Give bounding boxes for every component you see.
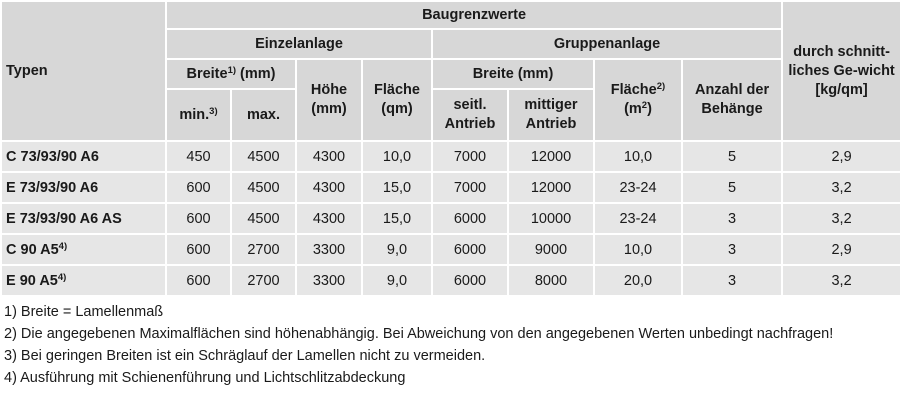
hoehe-cell: 4300 (296, 141, 362, 172)
mittig-cell: 10000 (508, 203, 594, 234)
flaeche-gruppe-cell: 10,0 (594, 234, 682, 265)
flaeche-cell: 9,0 (362, 265, 432, 296)
flaeche-cell: 10,0 (362, 141, 432, 172)
gewicht-cell: 3,2 (782, 265, 900, 296)
header-min: min.$^{3)}$ (166, 89, 231, 141)
table-row (1, 203, 900, 234)
max-cell: 4500 (231, 141, 296, 172)
footnotes (0, 297, 900, 389)
anzahl-cell: 5 (682, 172, 782, 203)
max-cell: 2700 (231, 265, 296, 296)
gewicht-cell: 3,2 (782, 203, 900, 234)
anzahl-cell: 5 (682, 141, 782, 172)
gewicht-cell: 3,2 (782, 172, 900, 203)
mittig-cell: 12000 (508, 172, 594, 203)
mittig-cell: 8000 (508, 265, 594, 296)
anzahl-cell: 3 (682, 234, 782, 265)
max-cell: 4500 (231, 172, 296, 203)
header-einzelanlage: Einzelanlage (166, 29, 432, 59)
min-cell: 600 (166, 265, 231, 296)
flaeche-gruppe-cell: 23-24 (594, 172, 682, 203)
gewicht-cell: 2,9 (782, 234, 900, 265)
flaeche-cell: 15,0 (362, 172, 432, 203)
header-breite-einzel: Breite$^{1)}$ (mm) (166, 59, 296, 89)
type-cell: E 90 A5$^{4)}$ (1, 265, 166, 296)
header-baugrenzwerte: Baugrenzwerte (166, 1, 782, 29)
hoehe-cell: 4300 (296, 203, 362, 234)
max-cell: 4500 (231, 203, 296, 234)
seitl-cell: 6000 (432, 265, 508, 296)
table-row (1, 265, 900, 296)
footnote-3: 3) Bei geringen Breiten ist ein Schräglauf der Lamellen nicht zu vermeiden. (4, 348, 486, 364)
footnote-4: 4) Ausführung mit Schienenführung und Lichtschlitzabdeckung (4, 370, 406, 386)
table-row (1, 234, 900, 265)
header-breite-gruppe: Breite (mm) (432, 59, 594, 89)
header-flaeche-einzel: Fläche (qm) (362, 59, 432, 141)
min-cell: 450 (166, 141, 231, 172)
type-cell: C 90 A5$^{4)}$ (1, 234, 166, 265)
max-cell: 2700 (231, 234, 296, 265)
seitl-cell: 6000 (432, 203, 508, 234)
hoehe-cell: 3300 (296, 265, 362, 296)
header-gruppenanlage: Gruppenanlage (432, 29, 782, 59)
hoehe-cell: 3300 (296, 234, 362, 265)
flaeche-cell: 9,0 (362, 234, 432, 265)
flaeche-gruppe-cell: 23-24 (594, 203, 682, 234)
mittig-cell: 9000 (508, 234, 594, 265)
flaeche-gruppe-cell: 20,0 (594, 265, 682, 296)
seitl-cell: 6000 (432, 234, 508, 265)
header-typen: Typen (1, 1, 166, 141)
min-cell: 600 (166, 203, 231, 234)
header-anzahl: Anzahl der Behänge (682, 59, 782, 141)
type-cell: C 73/93/90 A6 (1, 141, 166, 172)
header-hoehe: Höhe (mm) (296, 59, 362, 141)
header-seitl: seitl. Antrieb (432, 89, 508, 141)
hoehe-cell: 4300 (296, 172, 362, 203)
table-row (1, 172, 900, 203)
seitl-cell: 7000 (432, 141, 508, 172)
mittig-cell: 12000 (508, 141, 594, 172)
header-flaeche-gruppe: Fläche$^{2)}$ $(m^2)$ (594, 59, 682, 141)
anzahl-cell: 3 (682, 265, 782, 296)
type-cell: E 73/93/90 A6 (1, 172, 166, 203)
header-mittiger: mittiger Antrieb (508, 89, 594, 141)
footnote-2: 2) Die angegebenen Maximalflächen sind höhenabhängig. Bei Abweichung von den angegebenen Werten unbedingt nachfragen! (4, 326, 834, 342)
min-cell: 600 (166, 234, 231, 265)
table-row (1, 141, 900, 172)
min-cell: 600 (166, 172, 231, 203)
seitl-cell: 7000 (432, 172, 508, 203)
header-gewicht: durch schnitt-liches Ge-wicht [kg/qm] (782, 1, 900, 141)
flaeche-gruppe-cell: 10,0 (594, 141, 682, 172)
anzahl-cell: 3 (682, 203, 782, 234)
gewicht-cell: 2,9 (782, 141, 900, 172)
type-cell: E 73/93/90 A6 AS (1, 203, 166, 234)
footnote-1: 1) Breite = Lamellenmaß (4, 304, 164, 320)
flaeche-cell: 15,0 (362, 203, 432, 234)
header-max: max. (231, 89, 296, 141)
